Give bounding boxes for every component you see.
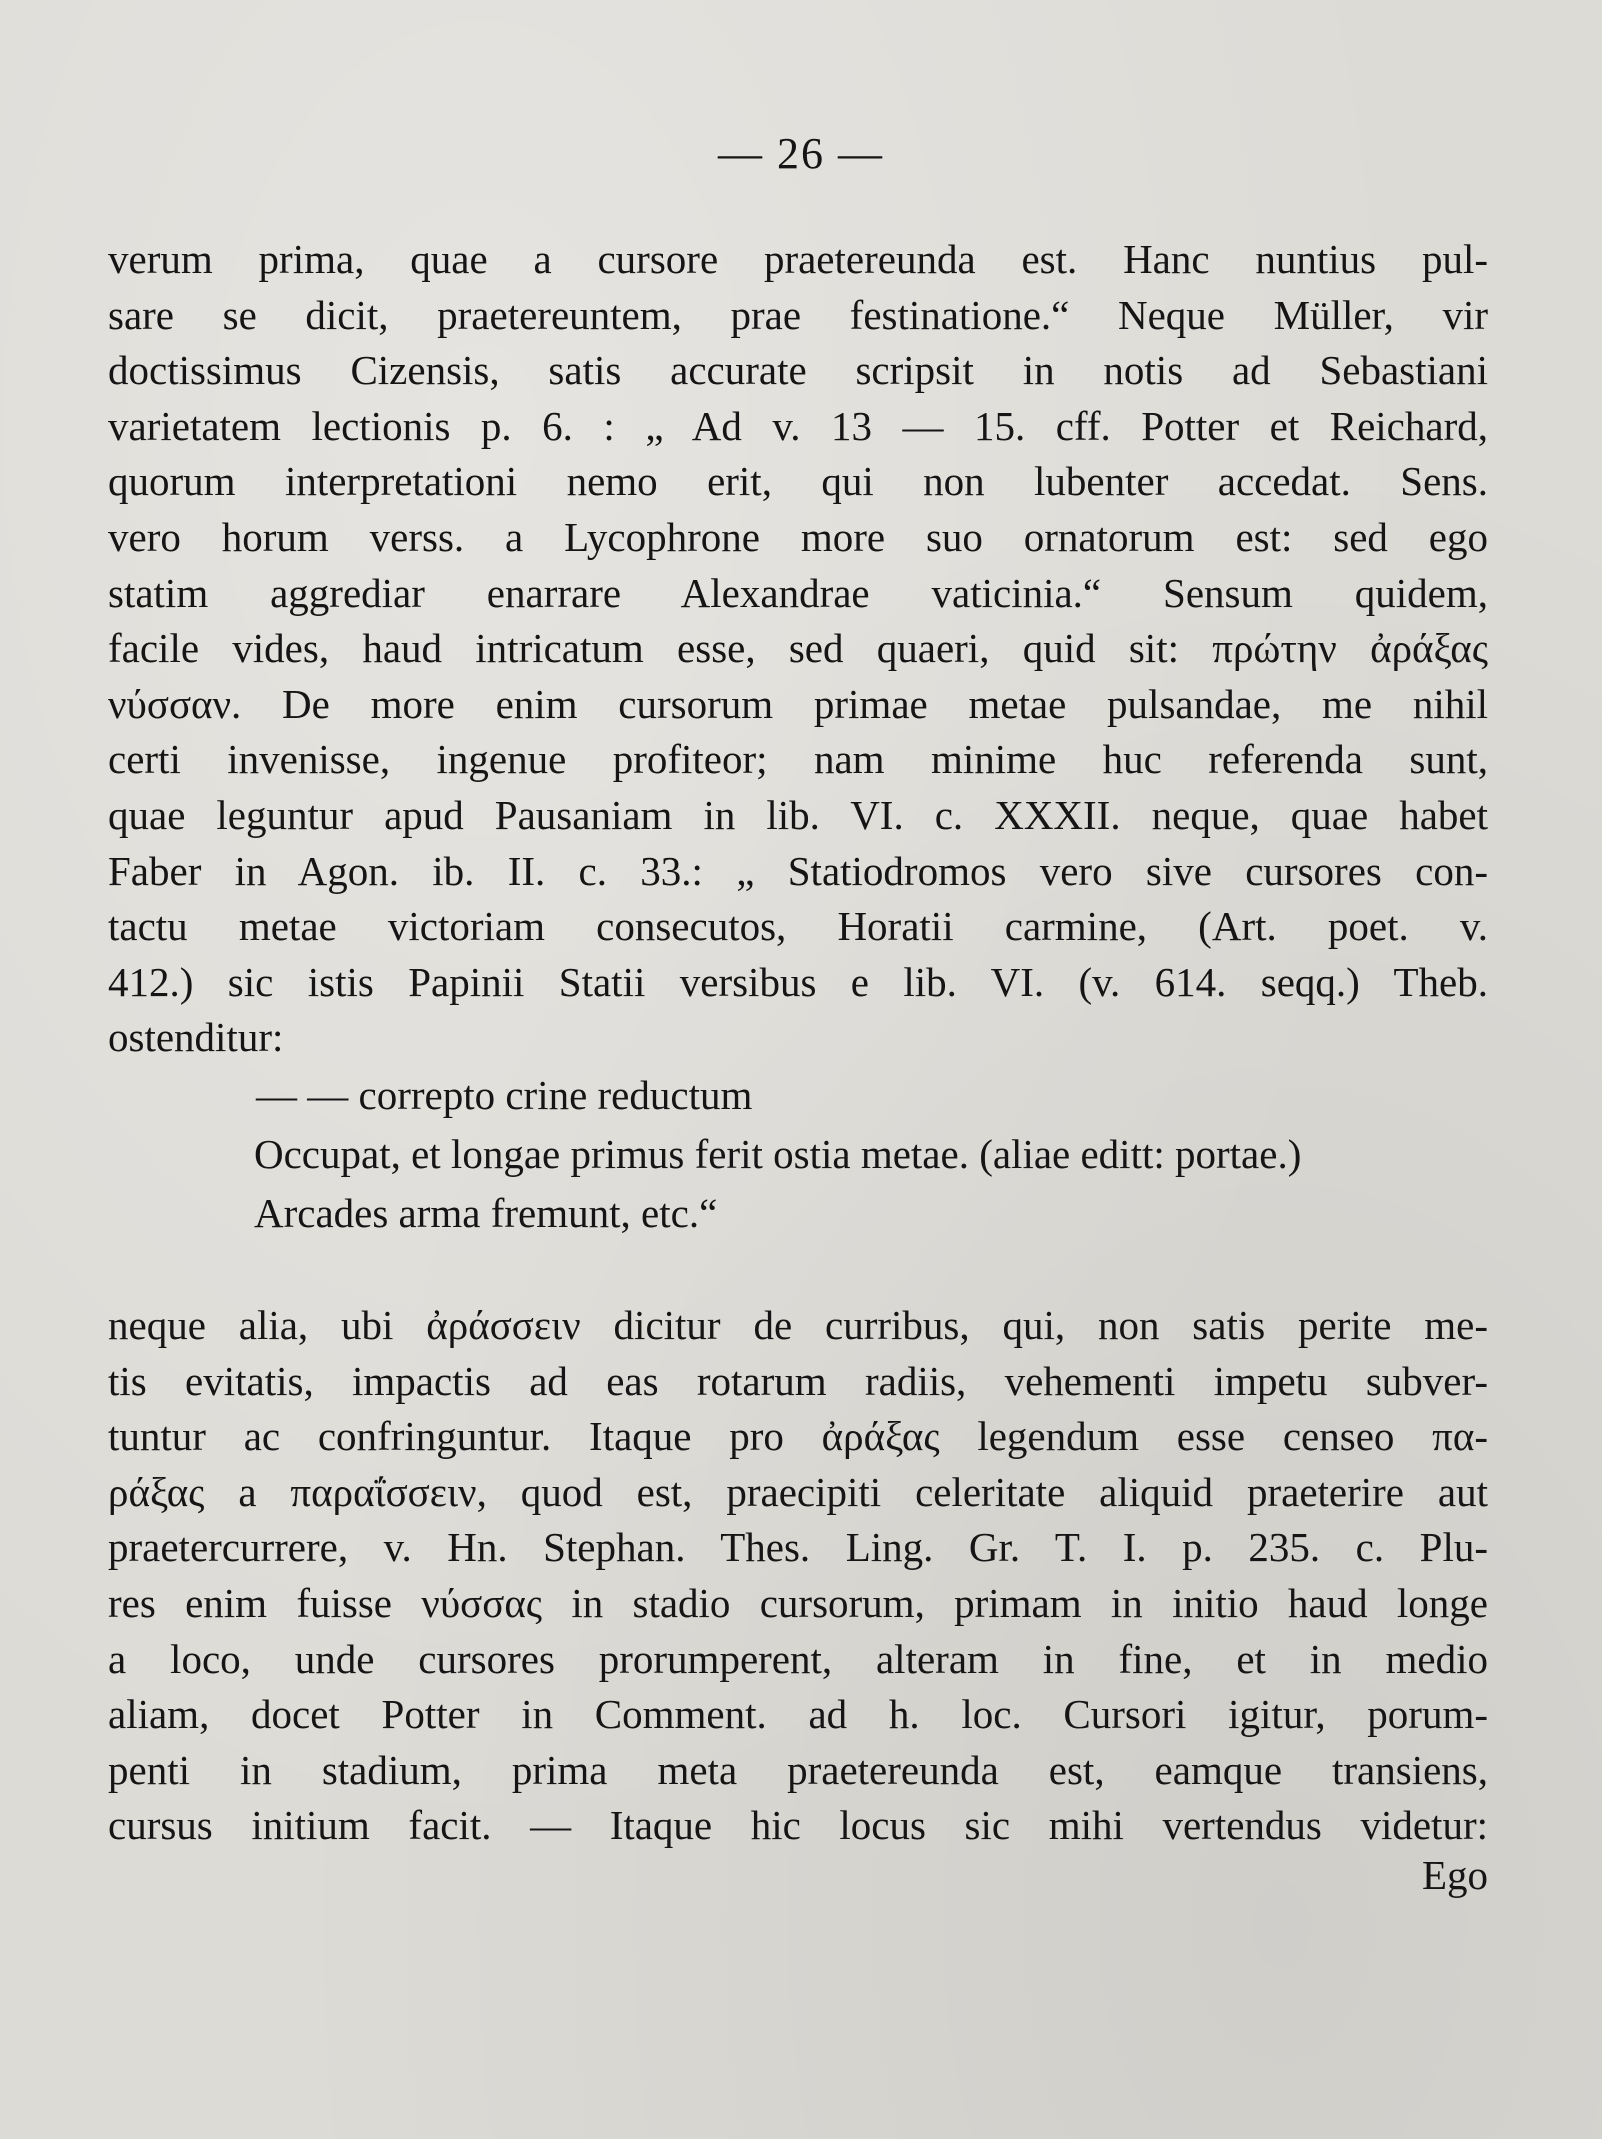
- verse-line: Occupat, et longae primus ferit ostia metae. (aliae editt: portae.): [254, 1131, 1302, 1177]
- text-line: cursus initium facit. — Itaque hic locus sic mihi vertendus videtur:: [108, 1802, 1488, 1849]
- text-line: statim aggrediar enarrare Alexandrae vaticinia.“ Sensum quidem,: [108, 569, 1488, 616]
- text-line: vero horum verss. a Lycophrone more suo ornatorum est: sed ego: [108, 513, 1488, 560]
- text-line: neque alia, ubi ἀράσσειν dicitur de curribus, qui, non satis perite me-: [108, 1302, 1488, 1348]
- catchword-block: [108, 1848, 1488, 1904]
- text-line: quae leguntur apud Pausaniam in lib. VI. c. XXXII. neque, quae habet: [108, 791, 1488, 838]
- verse-line: Arcades arma fremunt, etc.“: [254, 1190, 718, 1236]
- text-line: 412.) sic istis Papinii Statii versibus e lib. VI. (v. 614. seqq.) Theb.: [108, 958, 1488, 1005]
- text-line: tactu metae victoriam consecutos, Horatii carmine, (Art. poet. v.: [108, 903, 1488, 950]
- text-line: praetercurrere, v. Hn. Stephan. Thes. Ling. Gr. T. I. p. 235. c. Plu-: [108, 1524, 1488, 1571]
- text-line: νύσσαν. De more enim cursorum primae metae pulsandae, me nihil: [108, 680, 1488, 727]
- text-line: a loco, unde cursores prorumperent, alteram in fine, et in medio: [108, 1635, 1488, 1682]
- text-line: Faber in Agon. ib. II. c. 33.: „ Statiodromos vero sive cursores con-: [108, 847, 1488, 894]
- text-line: sare se dicit, praetereuntem, prae festinatione.“ Neque Müller, vir: [108, 291, 1488, 338]
- text-line: penti in stadium, prima meta praetereunda est, eamque transiens,: [108, 1746, 1488, 1793]
- verse-line: — — correpto crine reductum: [256, 1072, 753, 1118]
- catchword: Ego: [1421, 1852, 1488, 1898]
- text-line: varietatem lectionis p. 6. : „ Ad v. 13 — 15. cff. Potter et Reichard,: [108, 402, 1488, 449]
- text-line: aliam, docet Potter in Comment. ad h. loc. Cursori igitur, porum-: [108, 1691, 1488, 1738]
- paragraph-1: [108, 232, 1488, 1066]
- text-line: verum prima, quae a cursore praetereunda est. Hanc nuntius pul-: [108, 236, 1488, 282]
- text-line: tis evitatis, impactis ad eas rotarum radiis, vehementi impetu subver-: [108, 1357, 1488, 1404]
- text-line: tuntur ac confringuntur. Itaque pro ἀράξας legendum esse censeo πα-: [108, 1413, 1488, 1460]
- text-line: quorum interpretationi nemo erit, qui non lubenter accedat. Sens.: [108, 458, 1488, 505]
- page-number: — 26 —: [718, 129, 884, 178]
- text-line: ράξας a παραΐσσειν, quod est, praecipiti celeritate aliquid praeterire aut: [108, 1468, 1488, 1515]
- verse-quotation: [108, 1066, 1488, 1243]
- text-line: ostenditur:: [108, 1014, 284, 1061]
- text-line: facile vides, haud intricatum esse, sed quaeri, quid sit: πρώτην ἀράξας: [108, 625, 1488, 672]
- paragraph-2: [108, 1298, 1488, 1854]
- text-line: res enim fuisse νύσσας in stadio cursorum, primam in initio haud longe: [108, 1579, 1488, 1626]
- text-line: doctissimus Cizensis, satis accurate scripsit in notis ad Sebastiani: [108, 347, 1488, 394]
- text-line: certi invenisse, ingenue profiteor; nam minime huc referenda sunt,: [108, 736, 1488, 783]
